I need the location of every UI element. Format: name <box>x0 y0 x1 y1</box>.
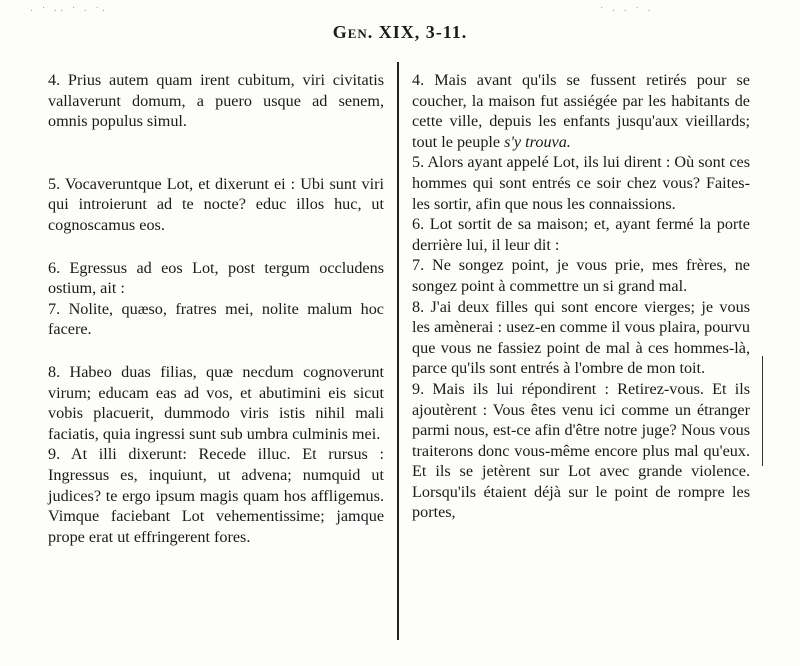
book-abbreviation: Gen. <box>332 22 374 42</box>
french-verse-9: 9. Mais ils lui répondirent : Retirez-vous. Et ils ajoutèrent : Vous êtes venu ici comme un étranger parmi nous, est-ce afin d'être notre juge? Nous vous traiterons donc vous-même encore plus mal qu'eux. Et ils se jetèrent sur Lot avec grande violence. Lorsqu'ils étaient déjà sur le point de rompre les portes, <box>412 379 750 522</box>
margin-line <box>762 356 763 466</box>
column-divider <box>397 62 399 640</box>
french-verse-8: 8. J'ai deux filles qui sont encore vierges; je vous les amènerai : usez-en comme il vous plaira, pourvu que vous ne fassiez point de mal à ces hommes-là, parce qu'ils sont entrés à l'ombre de mon toit. <box>412 297 750 378</box>
latin-verse-5: 5. Vocaveruntque Lot, et dixerunt ei : Ubi sunt viri qui introierunt ad te nocte? educ illos huc, ut cognoscamus eos. <box>48 174 384 234</box>
french-verse-7: 7. Ne songez point, je vous prie, mes frères, ne songez point à commettre un si grand mal. <box>412 256 750 295</box>
chapter-verse-reference: XIX, 3-11. <box>378 22 468 42</box>
french-verse-4 <box>412 70 750 152</box>
french-verse-4-text: 4. Mais avant qu'ils se fussent retirés pour se coucher, la maison fut assiégée par les habitants de cette ville, depuis les enfants jusqu'aux vieillards; tout le peuple <box>412 71 750 151</box>
french-column <box>412 70 750 523</box>
latin-verse-9: 9. At illi dixerunt: Recede illuc. Et rursus : Ingressus es, inquiunt, ut advena; numquid ut judices? te ergo ipsum magis quam hos affligemus. Vimque faciebant Lot vehementissime; jamque prope erat ut effringerent fores. <box>48 445 384 546</box>
scan-noise: · ˙ ·· ˙ · ˙· <box>30 6 109 17</box>
latin-verse-8: 8. Habeo duas filias, quæ necdum cognoverunt virum; educam eas ad vos, et abutimini eis sicut vobis placuerit, dummodo viris istis nihil mali faciatis, quia ingressi sunt sub umbra culminis mei. <box>48 362 384 443</box>
latin-column <box>48 70 384 547</box>
latin-verse-6: 6. Egressus ad eos Lot, post tergum occludens ostium, ait : <box>48 258 384 298</box>
scan-noise: ˙ · · ˙ · <box>600 6 654 17</box>
running-header <box>0 22 800 43</box>
french-verse-4-italic: s'y trouva. <box>504 132 571 151</box>
french-verse-6: 6. Lot sortit de sa maison; et, ayant fermé la porte derrière lui, il leur dit : <box>412 215 750 254</box>
latin-verse-4: 4. Prius autem quam irent cubitum, viri civitatis vallaverunt domum, a puero usque ad senem, omnis populus simul. <box>48 71 384 131</box>
latin-verse-7: 7. Nolite, quæso, fratres mei, nolite malum hoc facere. <box>48 299 384 339</box>
french-verse-5: 5. Alors ayant appelé Lot, ils lui dirent : Où sont ces hommes qui sont entrés ce soir chez vous? Faites-les sortir, afin que nous les connaissions. <box>412 153 750 213</box>
